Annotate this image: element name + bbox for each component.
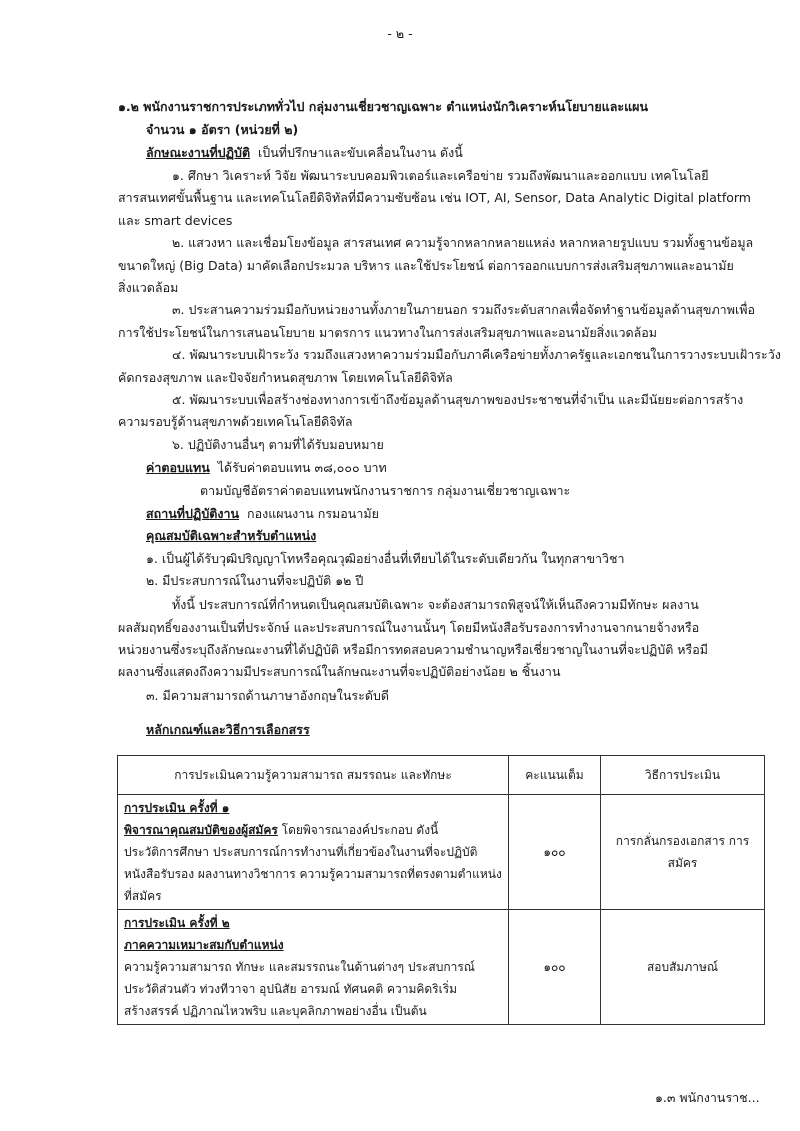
- duty-line: สิ่งแวดล้อม: [118, 280, 179, 295]
- salary-value: ได้รับค่าตอบแทน ๓๘,๐๐๐ บาท: [217, 460, 387, 475]
- duty-line: สารสนเทศขั้นพื้นฐาน และเทคโนโลยีดิจิทัลที่มีความซับซ้อน เช่น IOT, AI, Sensor, Data Analytic Digital platform: [118, 190, 751, 206]
- section-heading: ๑.๒ พนักงานราชการประเภททั่วไป กลุ่มงานเชี่ยวชาญเฉพาะ ตำแหน่งนักวิเคราะห์นโยบายและแผน: [118, 99, 649, 114]
- table-row: [118, 910, 765, 1025]
- qual-para-line: ทั้งนี้ ประสบการณ์ที่กำหนดเป็นคุณสมบัติเฉพาะ จะต้องสามารถพิสูจน์ให้เห็นถึงความมีทักษะ ผลงาน: [172, 597, 699, 612]
- page-number: - ๒ -: [387, 26, 413, 41]
- duty-line: ๑. ศึกษา วิเคราะห์ วิจัย พัฒนาระบบคอมพิวเตอร์และเครือข่าย รวมถึงพัฒนาและออกแบบ เทคโนโลยี: [172, 168, 709, 183]
- table-row: [118, 795, 765, 910]
- duties-label: ลักษณะงานที่ปฏิบัติ: [146, 145, 251, 160]
- duties-intro: เป็นที่ปรึกษาและขับเคลื่อนในงาน ดังนี้: [258, 145, 463, 160]
- duty-line: คัดกรองสุขภาพ และปัจจัยกำหนดสุขภาพ โดยเทคโนโลยีดิจิทัล: [118, 369, 453, 385]
- criteria-heading: หลักเกณฑ์และวิธีการเลือกสรร: [146, 722, 310, 737]
- assessment-cell: [118, 910, 509, 1025]
- qual-para-line: ผลงานซึ่งแสดงถึงความมีประสบการณ์ในลักษณะงานที่จะปฏิบัติอย่างน้อย ๒ ชิ้นงาน: [118, 664, 561, 679]
- header-method: วิธีการประเมิน: [601, 756, 765, 795]
- detail-text: ความรู้ความสามารถ ทักษะ และสมรรถนะในด้านต่างๆ ประสบการณ์ ประวัติส่วนตัว ท่วงทีวาจา อุปนิสัย อารมณ์ ทัศนคติ ความคิดริเริ่มสร้างสรรค์ ปฏิภาณไหวพริบ และบุคลิกภาพอย่างอื่น เป็นต้น: [124, 960, 475, 1018]
- duty-line: ความรอบรู้ด้านสุขภาพด้วยเทคโนโลยีดิจิทัล: [118, 414, 353, 430]
- duties-line: [146, 145, 463, 161]
- assessment-cell: [118, 795, 509, 910]
- salary-line: [146, 460, 387, 476]
- round-label: การประเมิน ครั้งที่ ๑: [124, 801, 230, 815]
- quota: จำนวน ๑ อัตรา (หน่วยที่ ๒): [146, 122, 299, 137]
- header-assessment: การประเมินความรู้ความสามารถ สมรรถนะ และทักษะ: [118, 756, 509, 795]
- topic-label: พิจารณาคุณสมบัติของผู้สมัคร: [124, 823, 278, 837]
- location-line: [146, 506, 379, 522]
- location-value: กองแผนงาน กรมอนามัย: [247, 506, 379, 521]
- detail-text: ประวัติการศึกษา ประสบการณ์การทำงานที่เกี่ยวข้องในงานที่จะปฏิบัติ หนังสือรับรอง ผลงานทางวิชาการ ความรู้ความสามารถที่ตรงตามตำแหน่งที่สมัคร: [124, 845, 502, 903]
- selection-criteria-table: [117, 755, 765, 1025]
- duty-line: และ smart devices: [118, 212, 233, 228]
- header-full-score: คะแนนเต็ม: [509, 756, 601, 795]
- duty-line: การใช้ประโยชน์ในการเสนอนโยบาย มาตรการ แนวทางในการส่งเสริมสุขภาพและอนามัยสิ่งแวดล้อม: [118, 324, 658, 340]
- score-cell: ๑๐๐: [509, 795, 601, 910]
- qual-para-line: หน่วยงานซึ่งระบุถึงลักษณะงานที่ได้ปฏิบัติ หรือมีการทดสอบความชำนาญหรือเชี่ยวชาญในงานที่จะปฏิบัติ หรือมี: [118, 642, 709, 657]
- qual-para-line: ผลสัมฤทธิ์ของงานเป็นที่ประจักษ์ และประสบการณ์ในงานนั้นๆ โดยมีหนังสือรับรองการทำงานจากนายจ้างหรือ: [118, 620, 700, 635]
- salary-note: ตามบัญชีอัตราค่าตอบแทนพนักงานราชการ กลุ่มงานเชี่ยวชาญเฉพาะ: [200, 483, 571, 498]
- duty-line: ๕. พัฒนาระบบเพื่อสร้างช่องทางการเข้าถึงข้อมูลด้านสุขภาพของประชาชนที่จำเป็น และมีนัยยะต่อการสร้าง: [172, 392, 744, 407]
- table-header-row: [118, 756, 765, 795]
- method-cell: การกลั่นกรองเอกสาร การสมัคร: [601, 795, 765, 910]
- duty-line: ๖. ปฏิบัติงานอื่นๆ ตามที่ได้รับมอบหมาย: [172, 436, 384, 452]
- qualification-3: ๓. มีความสามารถด้านภาษาอังกฤษในระดับดี: [146, 688, 389, 703]
- duty-line: ๔. พัฒนาระบบเฝ้าระวัง รวมถึงแสวงหาความร่วมมือกับภาคีเครือข่ายทั้งภาครัฐและเอกชนในการวางระบบเฝ้าระวัง: [172, 347, 781, 363]
- round-label: การประเมิน ครั้งที่ ๒: [124, 916, 230, 930]
- qualification-2: ๒. มีประสบการณ์ในงานที่จะปฏิบัติ ๑๒ ปี: [146, 573, 364, 588]
- duty-line: ขนาดใหญ่ (Big Data) มาคัดเลือกประมวล บริหาร และใช้ประโยชน์ ต่อการออกแบบการส่งเสริมสุขภาพและอนามัย: [118, 257, 734, 273]
- topic-suffix: โดยพิจารณาองค์ประกอบ ดังนี้: [277, 823, 439, 837]
- salary-label: ค่าตอบแทน: [146, 460, 210, 475]
- qualification-heading: คุณสมบัติเฉพาะสำหรับตำแหน่ง: [146, 528, 317, 543]
- topic-label: ภาคความเหมาะสมกับตำแหน่ง: [124, 938, 284, 952]
- footer-continuation: ๑.๓ พนักงานราช...: [655, 1090, 760, 1105]
- method-cell: สอบสัมภาษณ์: [601, 910, 765, 1025]
- duty-line: ๒. แสวงหา และเชื่อมโยงข้อมูล สารสนเทศ ความรู้จากหลากหลายแหล่ง หลากหลายรูปแบบ รวมทั้งฐานข้อมูล: [172, 235, 754, 251]
- duty-line: ๓. ประสานความร่วมมือกับหน่วยงานทั้งภายในภายนอก รวมถึงระดับสากลเพื่อจัดทำฐานข้อมูลด้านสุขภาพเพื่อ: [172, 302, 755, 318]
- score-cell: ๑๐๐: [509, 910, 601, 1025]
- location-label: สถานที่ปฏิบัติงาน: [146, 506, 240, 521]
- qualification-1: ๑. เป็นผู้ได้รับวุฒิปริญญาโทหรือคุณวุฒิอย่างอื่นที่เทียบได้ในระดับเดียวกัน ในทุกสาขาวิชา: [146, 551, 625, 566]
